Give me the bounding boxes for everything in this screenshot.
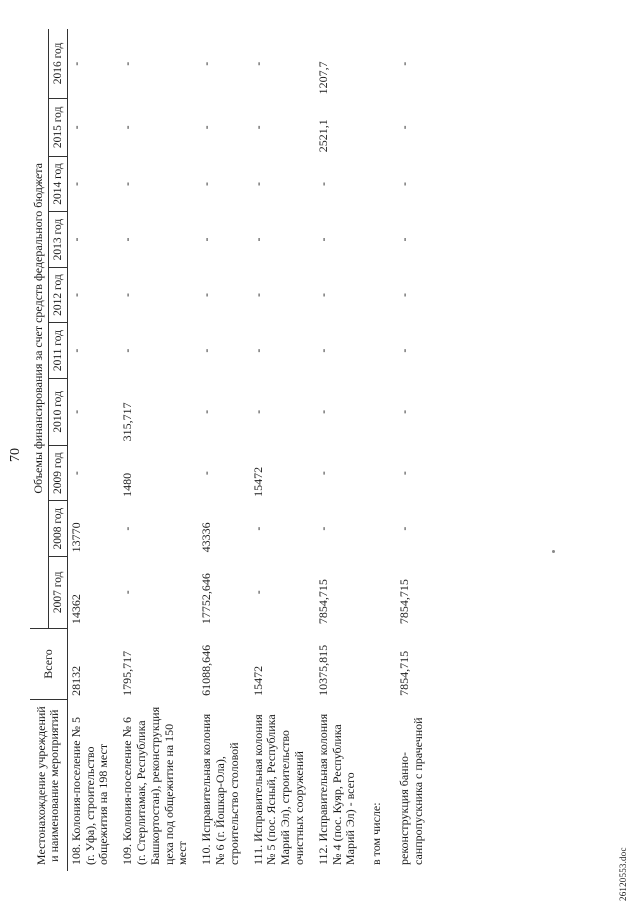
cell-value: - xyxy=(199,182,214,187)
cell-value: - xyxy=(315,409,330,414)
cell-value: - xyxy=(120,293,135,298)
cell-value: 17752,646 xyxy=(199,573,214,625)
cell-value: 315,717 xyxy=(120,402,135,442)
header-funding-group: Объемы финансирования за счет средств федерального бюджета xyxy=(30,29,48,628)
funding-table xyxy=(30,29,434,871)
cell-value: - xyxy=(120,61,135,66)
cell-value: - xyxy=(250,182,265,187)
header-year: 2015 год xyxy=(48,98,67,156)
cell-value: - xyxy=(315,237,330,242)
cell-value: - xyxy=(315,348,330,353)
including-label: в том числе: xyxy=(369,802,384,865)
cell-value: - xyxy=(199,237,214,242)
header-year: 2007 год xyxy=(48,556,67,628)
row-name: 109. Колония-поселение № 6 (г. Стерлитамак, Республика Башкортостан), реконструкция цеха под общежитие на 150 мест xyxy=(120,706,190,865)
header-name: Местонахождение учреждений и наименование мероприятий xyxy=(30,700,67,871)
table-row xyxy=(67,29,119,871)
cell-value: - xyxy=(199,471,214,476)
cell-value: 2521,1 xyxy=(315,119,330,153)
cell-value: - xyxy=(397,61,411,66)
cell-value: - xyxy=(250,61,265,66)
cell-value: - xyxy=(68,293,83,298)
header-year: 2008 год xyxy=(48,501,67,557)
cell-value: - xyxy=(120,348,135,353)
cell-value: - xyxy=(315,471,330,476)
scan-dot xyxy=(552,550,555,553)
row-name: 112. Исправительная колония № 4 (пос. Куяр, Республика Марий Эл) - всего xyxy=(315,713,358,865)
table-row xyxy=(366,29,388,871)
cell-value: - xyxy=(120,182,135,187)
cell-value: - xyxy=(120,526,135,531)
cell-value: - xyxy=(315,526,330,531)
cell-value: - xyxy=(68,125,83,130)
table-row xyxy=(388,29,434,871)
cell-value: - xyxy=(397,409,411,414)
table-row xyxy=(250,29,315,871)
cell-value: 1207,7 xyxy=(315,61,330,95)
row-total: 15472 xyxy=(250,665,265,696)
table-row xyxy=(198,29,249,871)
header-year: 2014 год xyxy=(48,156,67,212)
table-row xyxy=(315,29,366,871)
table-row xyxy=(119,29,198,871)
row-total: 10375,815 xyxy=(315,644,330,696)
row-name: 110. Исправительная колония № 6 (г. Йошкар-Ола), строительство столовой xyxy=(199,713,241,865)
cell-value: - xyxy=(250,293,265,298)
cell-value: - xyxy=(199,409,214,414)
header-year: 2013 год xyxy=(48,212,67,268)
header-year: 2011 год xyxy=(48,323,67,379)
cell-value: - xyxy=(68,409,83,414)
cell-value: - xyxy=(397,182,411,187)
cell-value: - xyxy=(250,409,265,414)
cell-value: - xyxy=(199,348,214,353)
cell-value: 1480 xyxy=(120,472,135,497)
cell-value: - xyxy=(120,590,135,595)
cell-value: - xyxy=(250,348,265,353)
cell-value: 7854,715 xyxy=(315,579,330,625)
cell-value: - xyxy=(397,237,411,242)
cell-value: - xyxy=(315,182,330,187)
row-name: реконструкция банно-санпропускника с прачечной xyxy=(397,717,425,865)
cell-value: 43336 xyxy=(199,522,214,553)
cell-value: - xyxy=(397,348,411,353)
header-total: Всего xyxy=(30,628,67,700)
cell-value: - xyxy=(397,526,411,531)
cell-value: - xyxy=(120,125,135,130)
row-total: 28132 xyxy=(68,665,83,696)
cell-value: - xyxy=(250,237,265,242)
cell-value: 7854,715 xyxy=(397,579,411,625)
cell-value: - xyxy=(250,590,265,595)
cell-value: - xyxy=(397,125,411,130)
cell-value: - xyxy=(315,293,330,298)
cell-value: - xyxy=(68,471,83,476)
cell-value: - xyxy=(68,61,83,66)
cell-value: - xyxy=(199,293,214,298)
header-year: 2012 год xyxy=(48,267,67,323)
header-year: 2016 год xyxy=(48,29,67,98)
row-total: 1795,717 xyxy=(120,650,135,696)
cell-value: 13770 xyxy=(68,522,83,553)
row-name: 108. Колония-поселение № 5 (г. Уфа), строительство общежития на 198 мест xyxy=(68,716,111,865)
cell-value: - xyxy=(250,125,265,130)
cell-value: - xyxy=(199,125,214,130)
cell-value: - xyxy=(397,293,411,298)
cell-value: - xyxy=(120,237,135,242)
cell-value: - xyxy=(68,237,83,242)
cell-value: - xyxy=(397,471,411,476)
header-year: 2009 год xyxy=(48,445,67,501)
row-total: 7854,715 xyxy=(397,650,411,696)
header-year: 2010 год xyxy=(48,378,67,445)
row-name: 111. Исправительная колония № 5 (пос. Ясный, Республика Марий Эл), строительство очистных сооружений xyxy=(250,714,307,865)
cell-value: - xyxy=(68,182,83,187)
page-number: 70 xyxy=(8,448,23,462)
document-reference: 26120553.doc xyxy=(618,847,628,901)
cell-value: 14362 xyxy=(68,594,83,625)
cell-value: 15472 xyxy=(250,466,265,497)
cell-value: - xyxy=(199,61,214,66)
row-total: 61088,646 xyxy=(199,644,214,696)
cell-value: - xyxy=(250,526,265,531)
cell-value: - xyxy=(68,348,83,353)
